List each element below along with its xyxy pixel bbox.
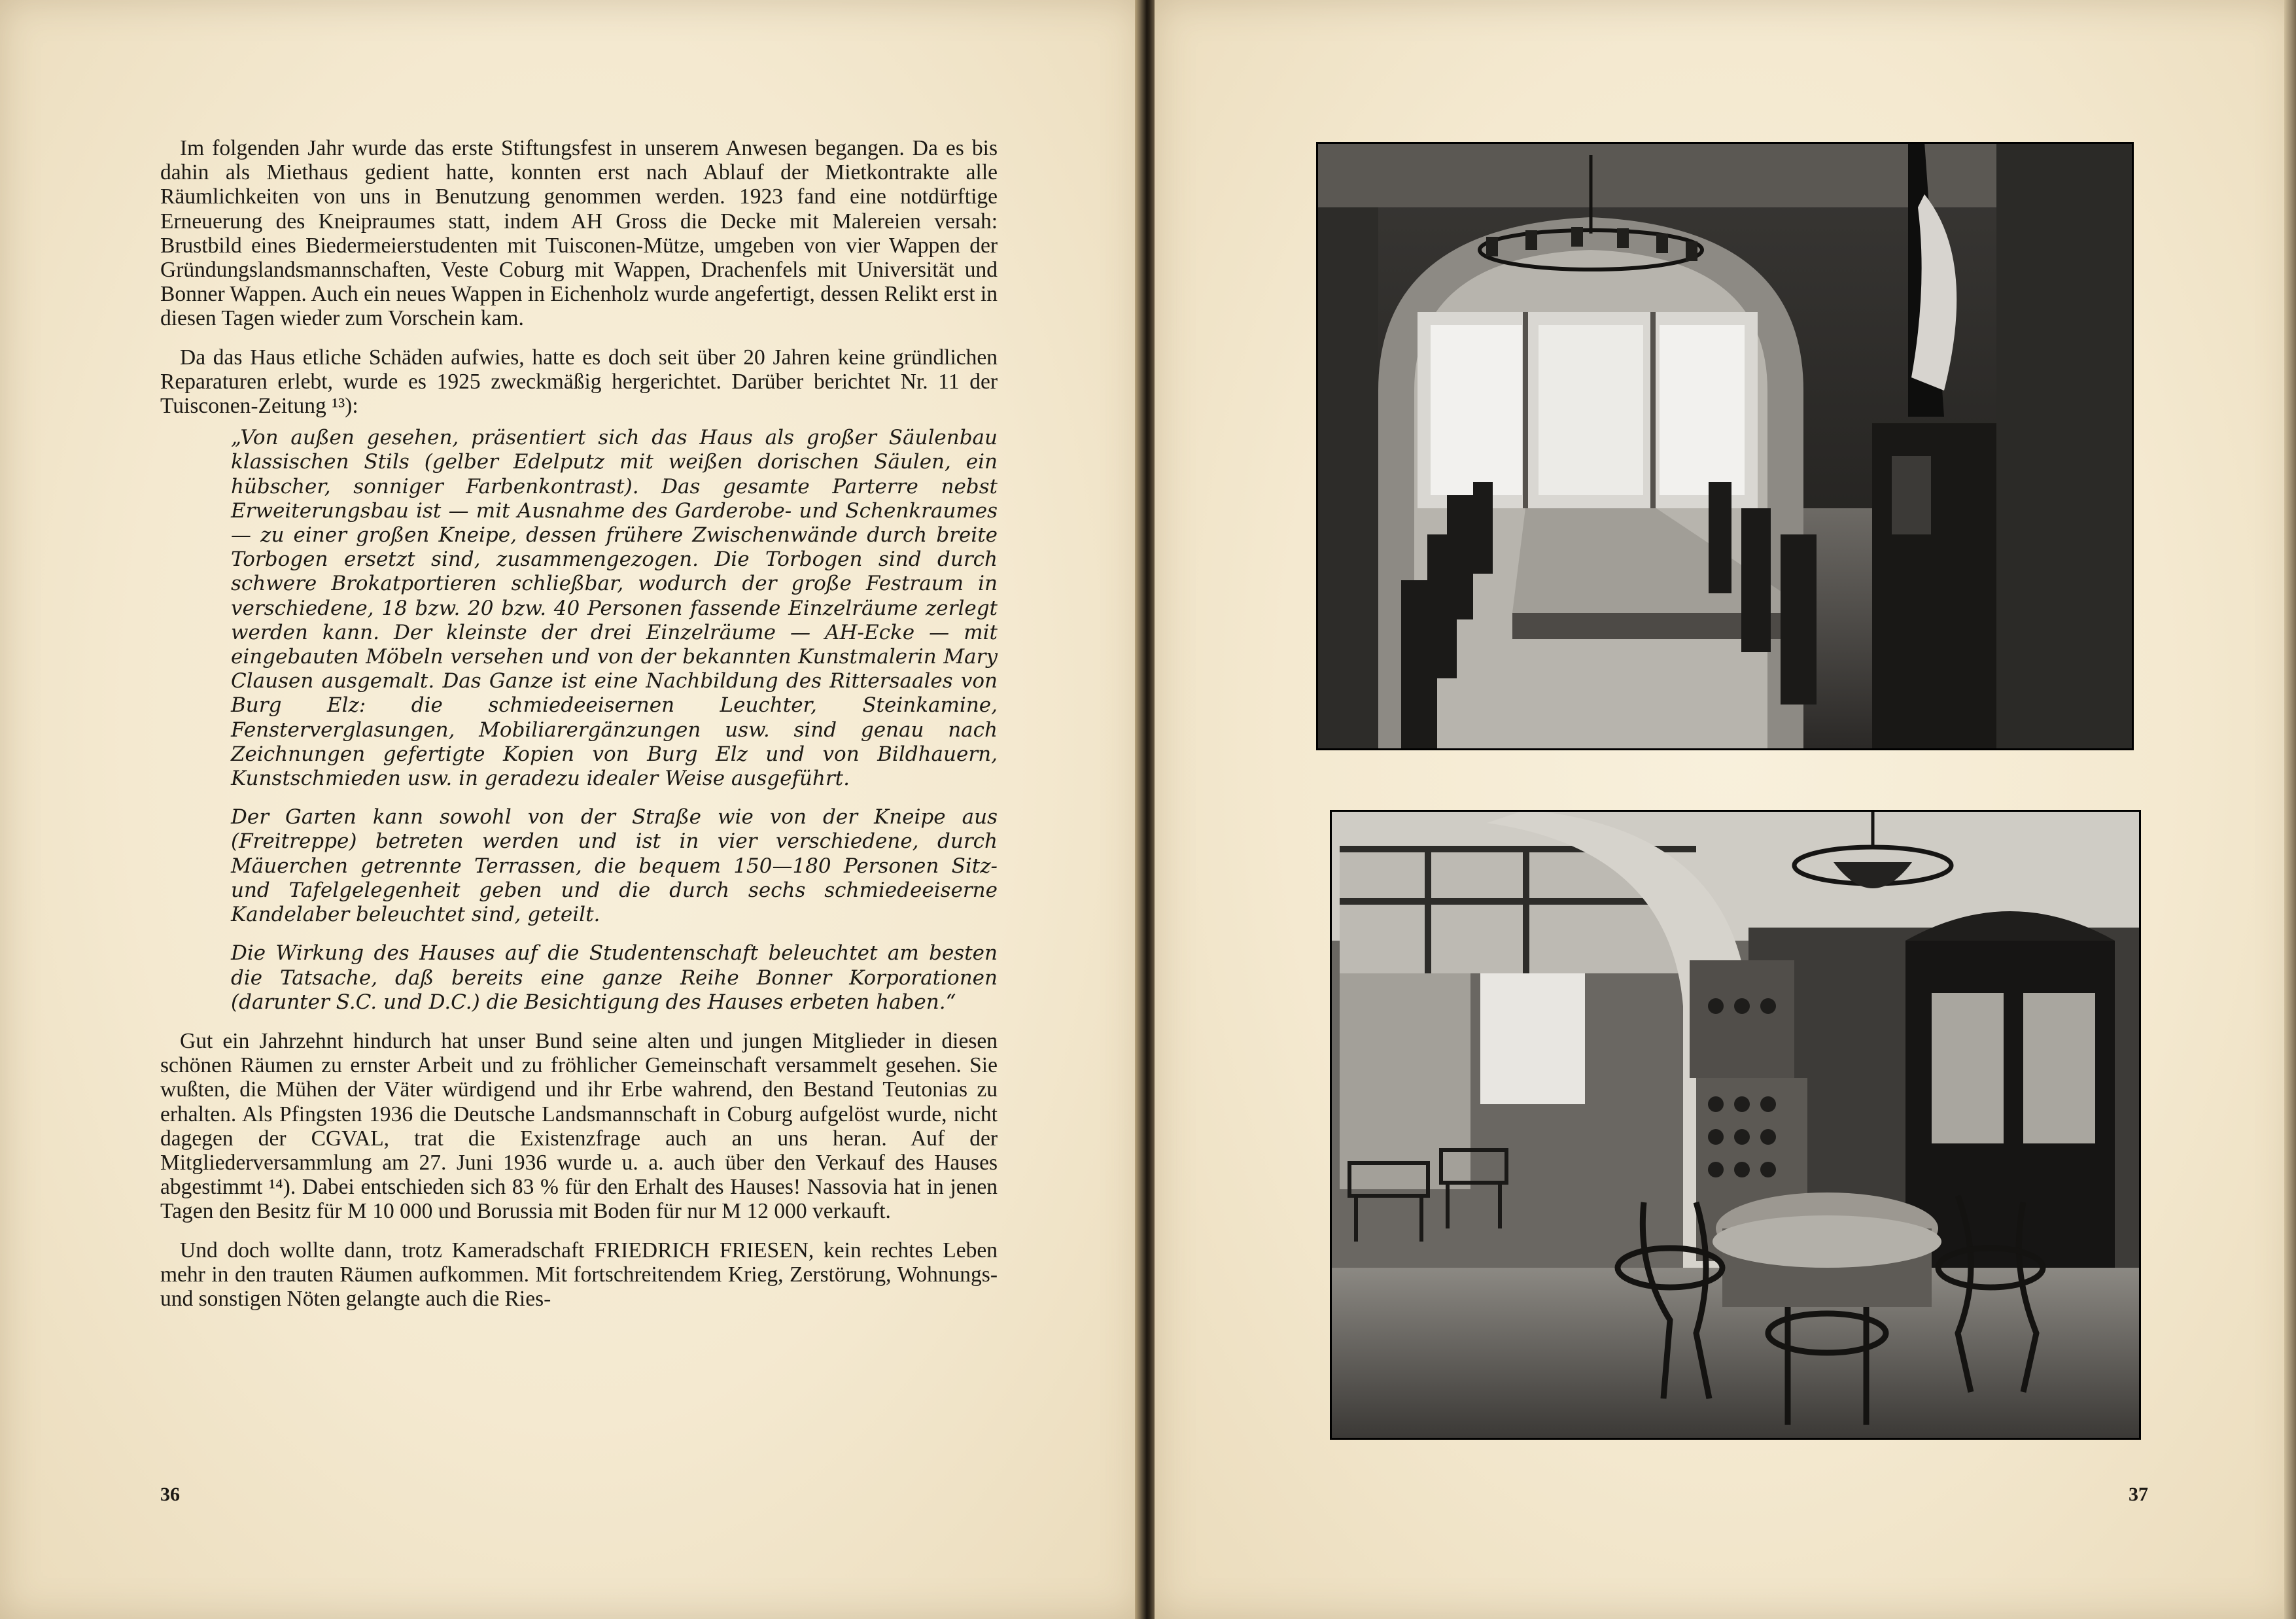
paragraph-intro-2: Da das Haus etliche Schäden aufwies, hatte es doch seit über 20 Jahren keine gründlichen Reparaturen erlebt, wurde es 1925 zweckmäßig hergerichtet. Darüber berichtet Nr. 11 der Tuisconen-Zeitung ¹³):: [160, 345, 998, 419]
photo-banquet-hall: [1316, 142, 2134, 750]
page-edge: [2284, 0, 2296, 1619]
page-number-right: 37: [2129, 1484, 2148, 1505]
paragraph-outro-2: Und doch wollte dann, trotz Kameradschaft FRIEDRICH FRIESEN, kein rechtes Leben mehr in den trauten Räumen aufkommen. Mit fortschreitendem Krieg, Zerstörung, Wohnungs- und sonstigen Nöten gelangte auch die Ries-: [160, 1238, 998, 1311]
paragraph-intro-1: Im folgenden Jahr wurde das erste Stiftungsfest in unserem Anwesen begangen. Da es bis dahin als Miethaus gedient hatte, konnten erst nach Ablauf der Mietkontrakte alle Räumlichkeiten von uns in Benutzung genommen werden. 1923 fand eine notdürftige Erneuerung des Kneipraumes statt, indem AH Gross die Decke mit Malereien versah: Brustbild eines Biedermeierstudenten mit Tuisconen-Mütze, umgeben von vier Wappen der Gründungslandsmannschaften, Veste Coburg mit Wappen, Drachenfels mit Universität und Bonner Wappen. Auch ein neues Wappen in Eichenholz wurde angefertigt, dessen Relikt erst in diesen Tagen wieder zum Vorschein kam.: [160, 136, 998, 331]
left-page: [0, 0, 1141, 1619]
page-number-left: 36: [160, 1484, 180, 1505]
newspaper-quote: [231, 426, 998, 1015]
quote-paragraph-3: Die Wirkung des Hauses auf die Studentenschaft beleuchtet am besten die Tatsache, daß bereits eine ganze Reihe Bonner Korporationen (darunter S.C. und D.C.) die Besichtigung des Hauses erbeten haben.“: [231, 941, 998, 1014]
paragraph-outro-1: Gut ein Jahrzehnt hindurch hat unser Bund seine alten und jungen Mitglieder in diesen schönen Räumen zu ernster Arbeit und zu fröhlicher Gemeinschaft versammelt gesehen. Sie wußten, die Mühen der Väter würdigend und ihr Erbe wahrend, den Bestand Teutonias zu erhalten. Als Pfingsten 1936 die Deutsche Landsmannschaft in Coburg aufgelöst wurde, nicht dagegen der CGVAL, trat die Existenzfrage auch an uns heran. Auf der Mitgliederversammlung am 27. Juni 1936 wurde u. a. auch über den Verkauf des Hauses abgestimmt ¹⁴). Dabei entschieden sich 83 % für den Erhalt des Hauses! Nassovia hat in jenen Tagen den Besitz für M 10 000 und Borussia mit Boden für nur M 12 000 verkauft.: [160, 1028, 998, 1224]
quote-paragraph-1: „Von außen gesehen, präsentiert sich das Haus als großer Säulenbau klassischen Stils (gelber Edelputz mit weißen dorischen Säulen, ein hübscher, sonniger Farbenkontrast). Das gesamte Parterre nebst Erweiterungsbau ist — mit Ausnahme des Garderobe- und Schenkraumes — zu einer großen Kneipe, dessen frühere Zwischenwände durch breite Torbogen ersetzt sind, zusammengezogen. Die Torbogen sind durch schwere Brokatportieren schließbar, wodurch der große Festraum in verschiedene, 18 bzw. 20 bzw. 40 Personen fassende Einzelräume zerlegt werden kann. Der kleinste der drei Einzelräume — AH-Ecke — mit eingebauten Möbeln versehen und von der bekannten Kunstmalerin Mary Clausen ausgemalt. Das Ganze ist eine Nachbildung des Rittersaales von Burg Elz: die schmiedeeisernen Leuchter, Steinkamine, Fensterverglasungen, Mobiliarergänzungen usw. sind genau nach Zeichnungen gefertigte Kopien von Burg Elz und von Bildhauern, Kunstschmieden usw. in geradezu idealer Weise ausgeführt.: [231, 426, 998, 791]
quote-paragraph-2: Der Garten kann sowohl von der Straße wie von der Kneipe aus (Freitreppe) betreten werden und ist in vier verschiedene, durch Mäuerchen getrennte Terrassen, die bequem 150—180 Personen Sitz- und Tafelgelegenheit geben und die durch sechs schmiedeeiserne Kandelaber beleuchtet sind, geteilt.: [231, 805, 998, 927]
photo-round-table-room: [1330, 810, 2141, 1440]
left-page-text: [160, 136, 998, 1311]
